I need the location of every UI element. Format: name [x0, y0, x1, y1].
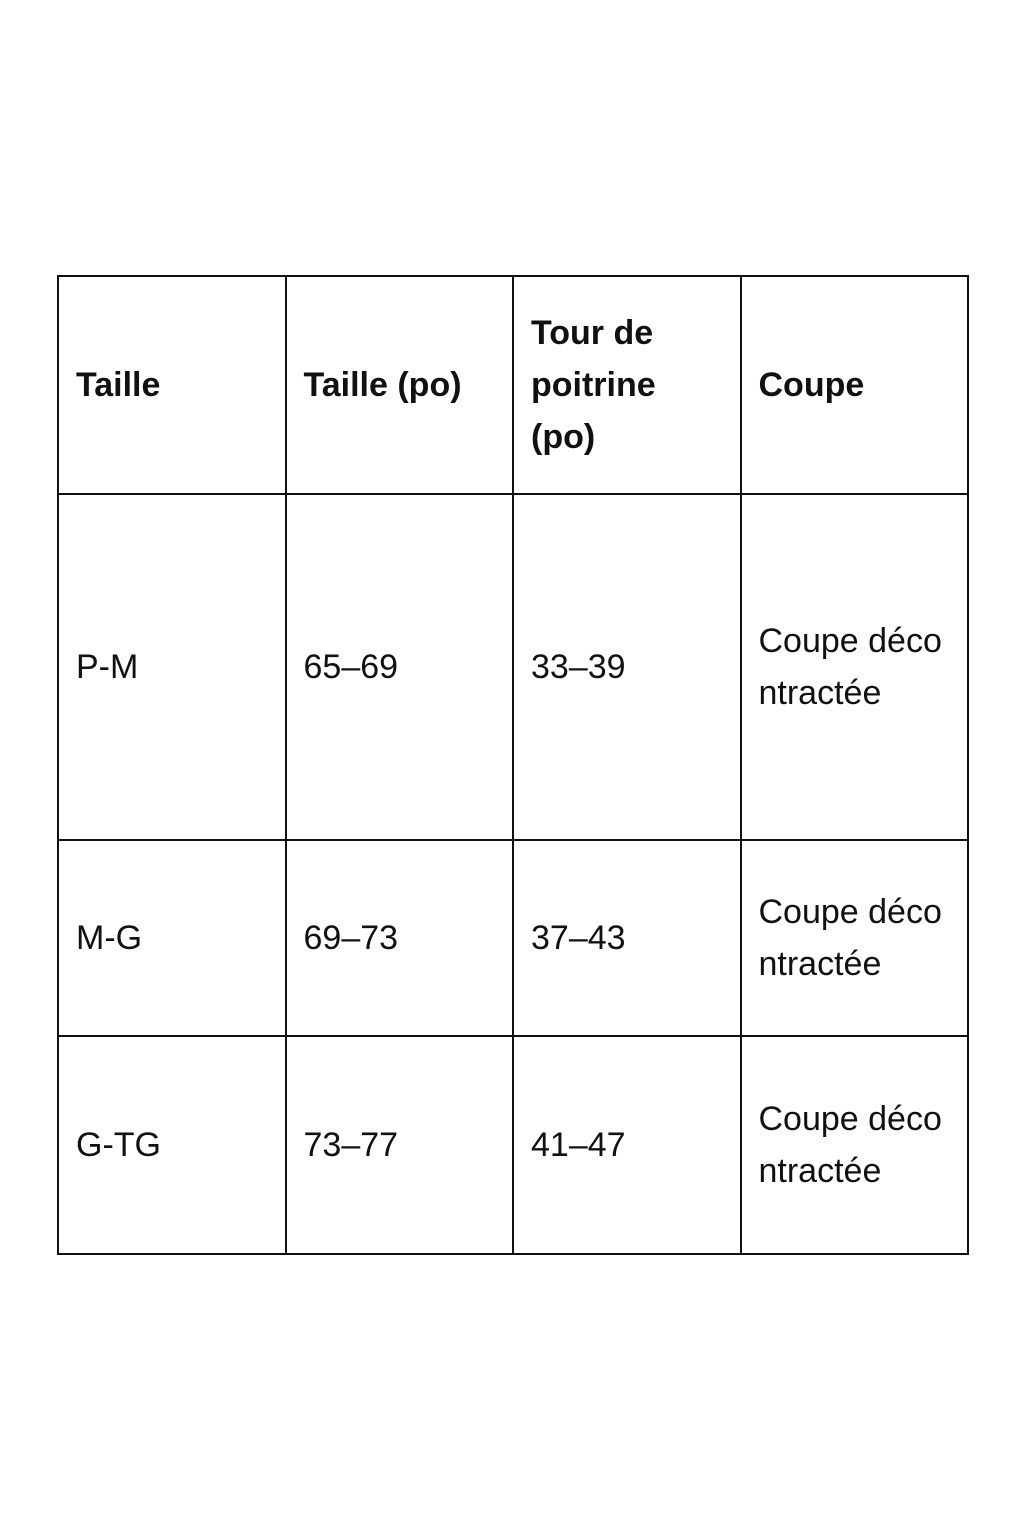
cell-height: 73–77: [286, 1036, 514, 1254]
cell-size: M-G: [58, 840, 286, 1036]
table-row: [58, 494, 968, 840]
cell-chest: 33–39: [513, 494, 741, 840]
cell-size: P-M: [58, 494, 286, 840]
cell-chest: 41–47: [513, 1036, 741, 1254]
cell-fit: Coupe décontractée: [741, 840, 969, 1036]
cell-fit: Coupe décontractée: [741, 494, 969, 840]
cell-chest: 37–43: [513, 840, 741, 1036]
cell-height: 65–69: [286, 494, 514, 840]
table-header-row: [58, 276, 968, 494]
header-size: Taille: [58, 276, 286, 494]
table-row: [58, 840, 968, 1036]
header-chest-in: Tour de poitrine (po): [513, 276, 741, 494]
table-row: [58, 1036, 968, 1254]
cell-fit: Coupe décontractée: [741, 1036, 969, 1254]
header-height-in: Taille (po): [286, 276, 514, 494]
cell-size: G-TG: [58, 1036, 286, 1254]
cell-height: 69–73: [286, 840, 514, 1036]
size-chart-table: [57, 275, 969, 1255]
header-fit: Coupe: [741, 276, 969, 494]
